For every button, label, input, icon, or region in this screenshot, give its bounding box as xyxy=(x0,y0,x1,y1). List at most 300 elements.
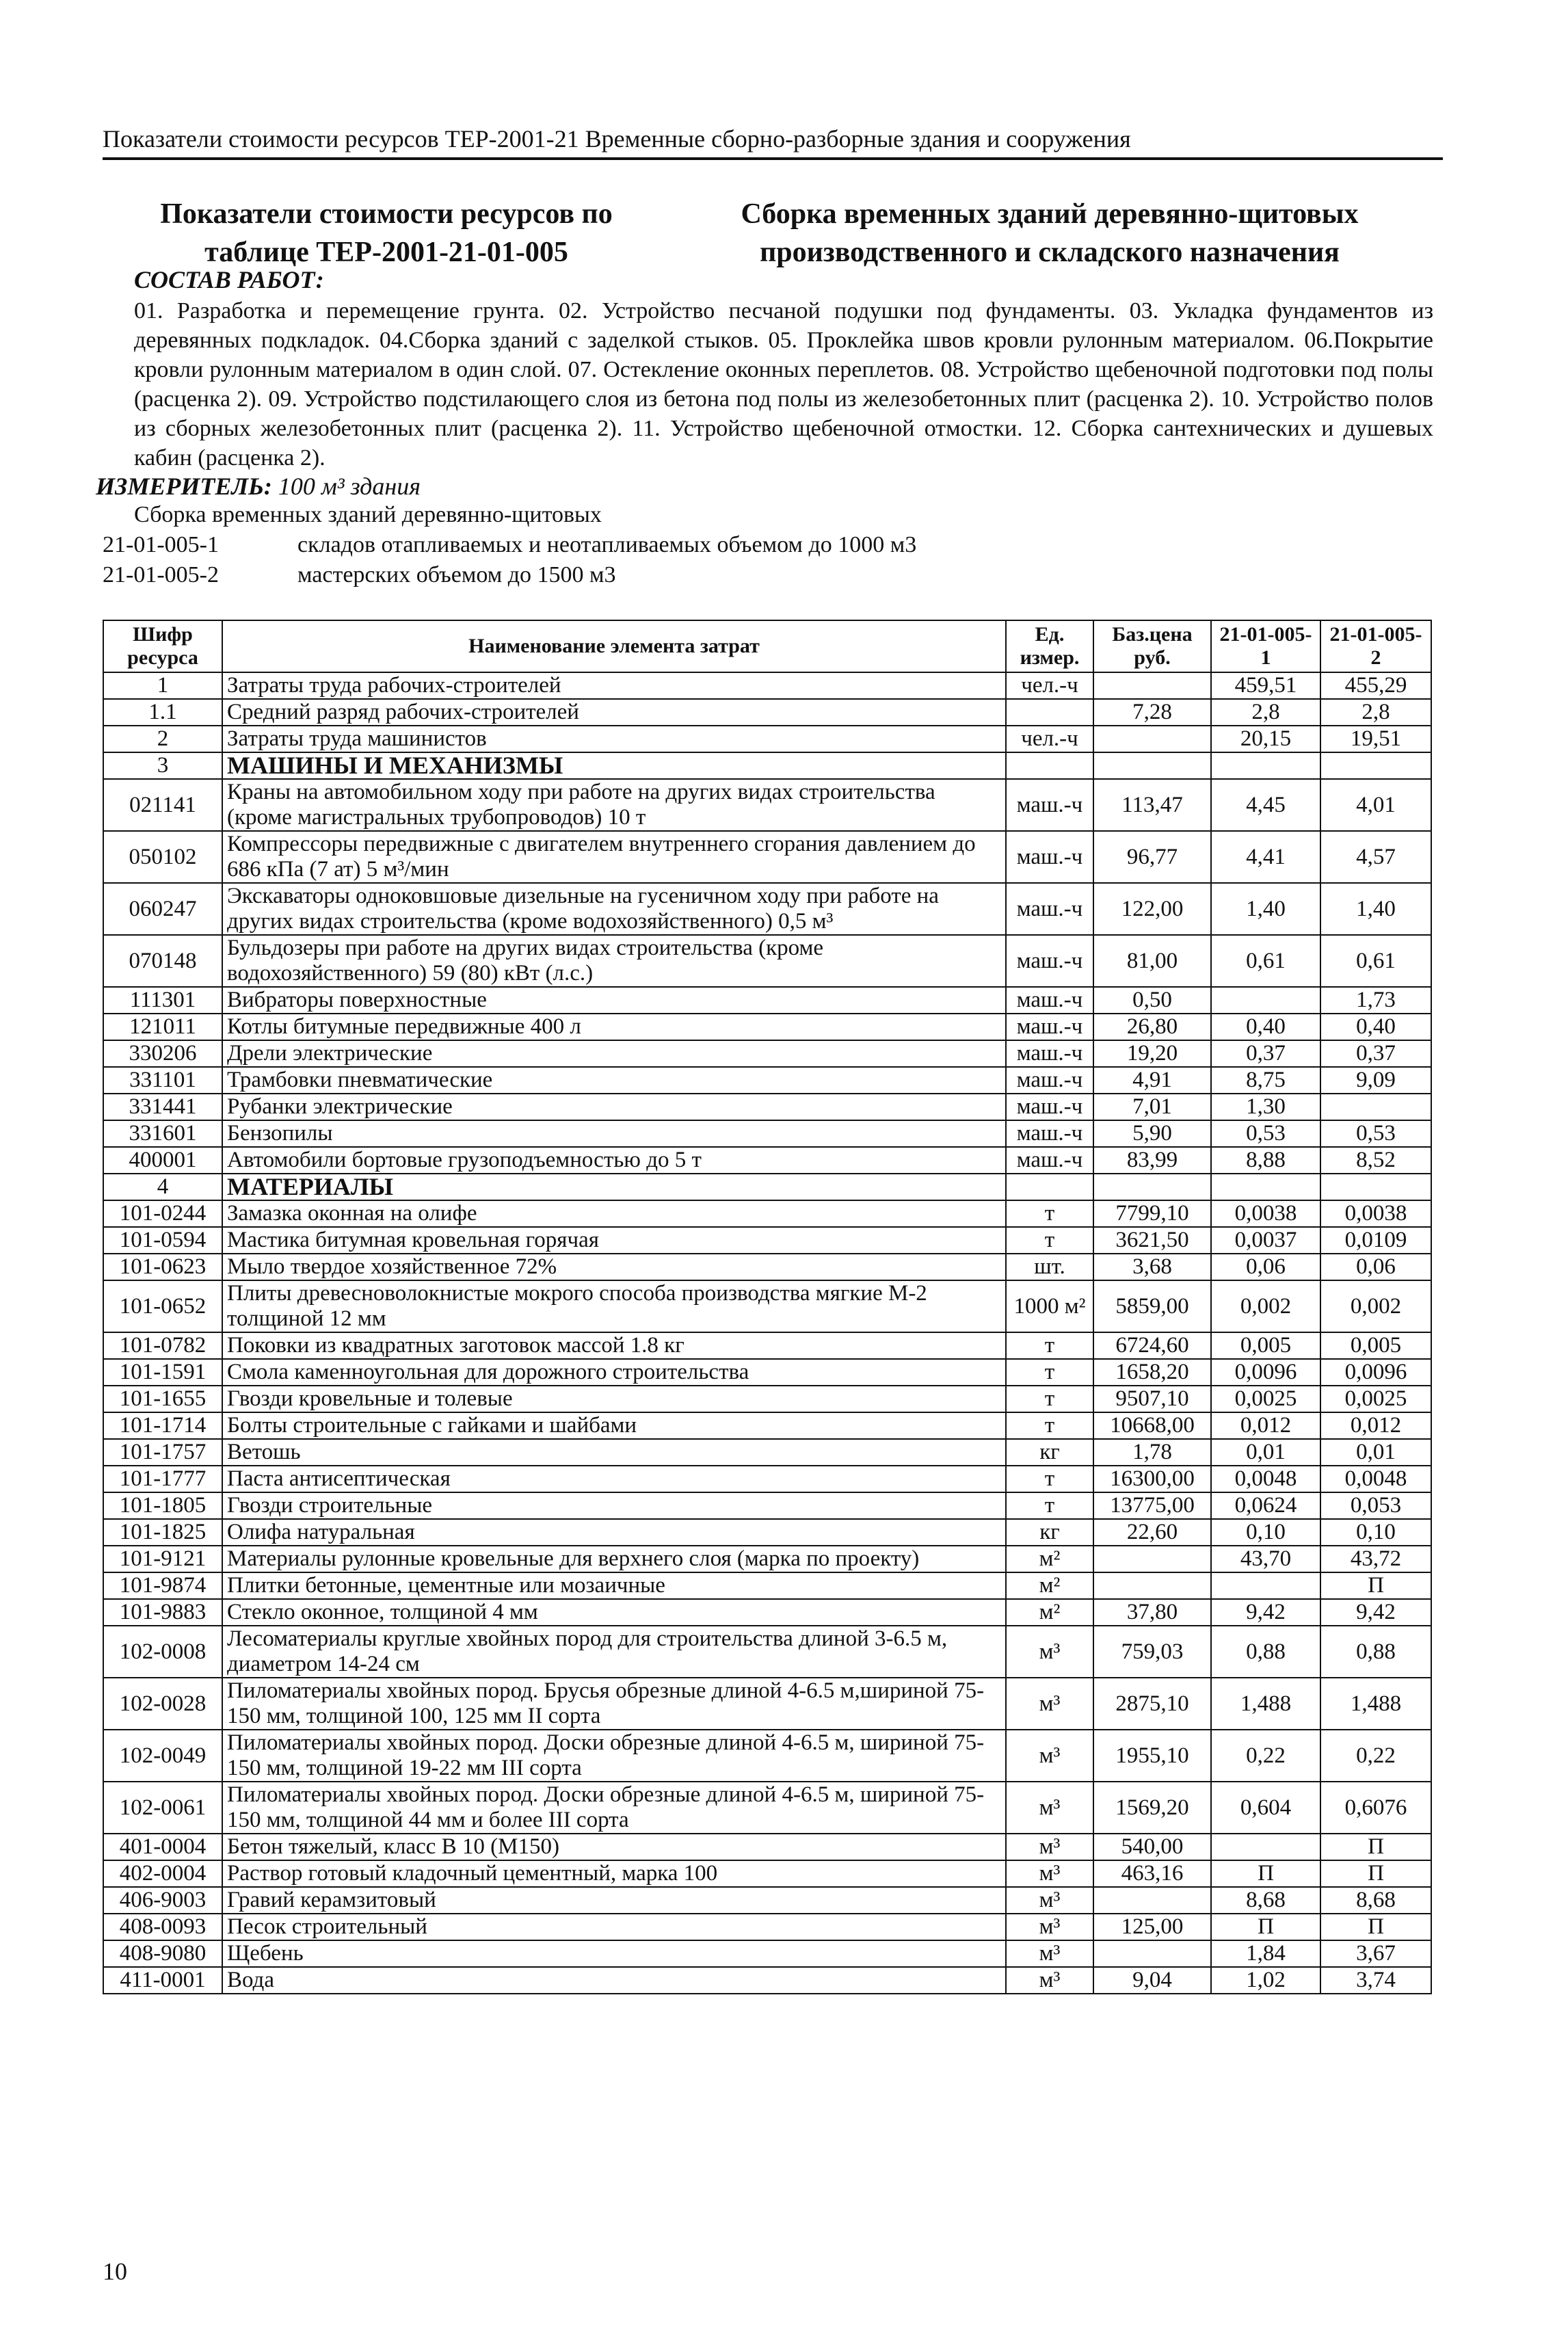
cell-name: Гвозди строительные xyxy=(222,1492,1006,1519)
cell-rate-1: 1,30 xyxy=(1211,1094,1320,1120)
table-row xyxy=(103,1730,1431,1782)
table-row xyxy=(103,935,1431,987)
cell-unit: маш.-ч xyxy=(1006,1040,1093,1067)
cell-name: Гравий керамзитовый xyxy=(222,1887,1006,1914)
cell-name: Затраты труда машинистов xyxy=(222,726,1006,752)
table-row xyxy=(103,1332,1431,1359)
cell-name: Песок строительный xyxy=(222,1914,1006,1940)
cell-unit: м² xyxy=(1006,1546,1093,1572)
cell-name: Мыло твердое хозяйственное 72% xyxy=(222,1254,1006,1280)
cell-code: 101-0244 xyxy=(103,1200,222,1227)
cell-rate-2: 0,10 xyxy=(1320,1519,1431,1546)
table-section-row xyxy=(103,752,1431,779)
cell-price: 122,00 xyxy=(1093,883,1211,935)
table-row xyxy=(103,1782,1431,1834)
cell-price xyxy=(1093,1174,1211,1200)
table-row xyxy=(103,1519,1431,1546)
cell-unit: м³ xyxy=(1006,1782,1093,1834)
cell-rate-1: 0,0038 xyxy=(1211,1200,1320,1227)
cell-rate-2: 0,40 xyxy=(1320,1014,1431,1040)
cell-name: Ветошь xyxy=(222,1439,1006,1466)
header-rule xyxy=(103,157,1443,160)
cell-unit: маш.-ч xyxy=(1006,1147,1093,1174)
cell-code: 050102 xyxy=(103,831,222,883)
cell-price xyxy=(1093,1940,1211,1967)
table-row xyxy=(103,1067,1431,1094)
cell-rate-1: 0,01 xyxy=(1211,1439,1320,1466)
cell-rate-2: 0,012 xyxy=(1320,1412,1431,1439)
cell-code: 101-1825 xyxy=(103,1519,222,1546)
cell-name: Щебень xyxy=(222,1940,1006,1967)
cell-rate-1: 1,488 xyxy=(1211,1678,1320,1730)
cell-rate-1 xyxy=(1211,1174,1320,1200)
cell-unit: м³ xyxy=(1006,1967,1093,1994)
table-row xyxy=(103,1227,1431,1254)
cell-rate-1: 1,02 xyxy=(1211,1967,1320,1994)
cell-price: 9507,10 xyxy=(1093,1386,1211,1412)
cell-price: 1658,20 xyxy=(1093,1359,1211,1386)
cell-unit: т xyxy=(1006,1412,1093,1439)
cell-unit: маш.-ч xyxy=(1006,779,1093,831)
table-row xyxy=(103,1439,1431,1466)
cell-rate-2: 0,6076 xyxy=(1320,1782,1431,1834)
resource-cost-table xyxy=(103,620,1432,1994)
cell-unit: т xyxy=(1006,1227,1093,1254)
cell-rate-1: 0,002 xyxy=(1211,1280,1320,1332)
rate-description: мастерских объемом до 1500 м3 xyxy=(297,562,616,587)
cell-rate-1: 0,0624 xyxy=(1211,1492,1320,1519)
table-row xyxy=(103,987,1431,1014)
cell-code: 331601 xyxy=(103,1120,222,1147)
table-row xyxy=(103,1254,1431,1280)
cell-rate-1 xyxy=(1211,987,1320,1014)
cell-code: 101-9121 xyxy=(103,1546,222,1572)
cell-unit: чел.-ч xyxy=(1006,726,1093,752)
table-row xyxy=(103,1359,1431,1386)
document-subtitle: Сборка временных зданий деревянно-щитовых производственного и складского назначения xyxy=(741,198,1359,268)
cell-name: Смола каменноугольная для дорожного строительства xyxy=(222,1359,1006,1386)
cell-price: 9,04 xyxy=(1093,1967,1211,1994)
cell-code: 101-1655 xyxy=(103,1386,222,1412)
cell-rate-1: 8,88 xyxy=(1211,1147,1320,1174)
cell-name: МАШИНЫ И МЕХАНИЗМЫ xyxy=(222,752,1006,779)
cell-name: Плиты древесноволокнистые мокрого способа производства мягкие М-2 толщиной 12 мм xyxy=(222,1280,1006,1332)
cell-rate-1: 0,012 xyxy=(1211,1412,1320,1439)
cell-name: Краны на автомобильном ходу при работе на других видах строительства (кроме магистральных трубопроводов) 10 т xyxy=(222,779,1006,831)
cell-code: 101-0594 xyxy=(103,1227,222,1254)
cell-code: 401-0004 xyxy=(103,1834,222,1860)
cell-rate-2: 0,0109 xyxy=(1320,1227,1431,1254)
cell-rate-2: 0,0048 xyxy=(1320,1466,1431,1492)
cell-name: Котлы битумные передвижные 400 л xyxy=(222,1014,1006,1040)
cell-unit: шт. xyxy=(1006,1254,1093,1280)
cell-name: Мастика битумная кровельная горячая xyxy=(222,1227,1006,1254)
cell-rate-2: 0,88 xyxy=(1320,1626,1431,1678)
cell-code: 121011 xyxy=(103,1014,222,1040)
cell-price xyxy=(1093,752,1211,779)
cell-rate-2 xyxy=(1320,1174,1431,1200)
rate-description: складов отапливаемых и неотапливаемых объемом до 1000 м3 xyxy=(297,532,917,557)
cell-price: 7799,10 xyxy=(1093,1200,1211,1227)
cell-unit: чел.-ч xyxy=(1006,672,1093,699)
table-row xyxy=(103,1280,1431,1332)
header-name: Наименование элемента затрат xyxy=(222,620,1006,672)
cell-name: Материалы рулонные кровельные для верхнего слоя (марка по проекту) xyxy=(222,1546,1006,1572)
cell-price: 22,60 xyxy=(1093,1519,1211,1546)
running-head: Показатели стоимости ресурсов ТЕР-2001-21 Временные сборно-разборные здания и сооружения xyxy=(103,125,1131,153)
cell-code: 101-1757 xyxy=(103,1439,222,1466)
cell-rate-2: 0,53 xyxy=(1320,1120,1431,1147)
cell-rate-2: 43,72 xyxy=(1320,1546,1431,1572)
cell-price: 16300,00 xyxy=(1093,1466,1211,1492)
cell-rate-2: 0,01 xyxy=(1320,1439,1431,1466)
cell-rate-2: 9,09 xyxy=(1320,1067,1431,1094)
cell-code: 101-9883 xyxy=(103,1599,222,1626)
cell-rate-2: 3,74 xyxy=(1320,1967,1431,1994)
cell-name: Пиломатериалы хвойных пород. Брусья обрезные длиной 4-6.5 м,шириной 75-150 мм, толщиной 100, 125 мм II сорта xyxy=(222,1678,1006,1730)
document-title: Показатели стоимости ресурсов по таблице ТЕР-2001-21-01-005 xyxy=(160,198,613,268)
cell-name: Бульдозеры при работе на других видах строительства (кроме водохозяйственного) 59 (80) кВт (л.с.) xyxy=(222,935,1006,987)
cell-code: 102-0028 xyxy=(103,1678,222,1730)
table-row xyxy=(103,699,1431,726)
cell-code: 1 xyxy=(103,672,222,699)
rate-code: 21-01-005-1 xyxy=(103,532,219,557)
cell-name: Пиломатериалы хвойных пород. Доски обрезные длиной 4-6.5 м, шириной 75-150 мм, толщиной 44 мм и более III сорта xyxy=(222,1782,1006,1834)
table-row xyxy=(103,1200,1431,1227)
meter-value: 100 м³ здания xyxy=(278,473,421,500)
cell-name: Средний разряд рабочих-строителей xyxy=(222,699,1006,726)
cell-code: 101-1777 xyxy=(103,1466,222,1492)
cell-name: Болты строительные с гайками и шайбами xyxy=(222,1412,1006,1439)
rate-code-row xyxy=(103,532,916,558)
cell-name: Олифа натуральная xyxy=(222,1519,1006,1546)
header-code: Шифр ресурса xyxy=(103,620,222,672)
cell-rate-2 xyxy=(1320,752,1431,779)
cell-rate-1 xyxy=(1211,1572,1320,1599)
cell-price: 1,78 xyxy=(1093,1439,1211,1466)
cell-unit: т xyxy=(1006,1359,1093,1386)
cell-rate-1: 0,0025 xyxy=(1211,1386,1320,1412)
cell-name: Вода xyxy=(222,1967,1006,1994)
table-row xyxy=(103,1492,1431,1519)
table-body xyxy=(103,672,1431,1994)
cell-name: Паста антисептическая xyxy=(222,1466,1006,1492)
cell-price: 7,01 xyxy=(1093,1094,1211,1120)
cell-code: 070148 xyxy=(103,935,222,987)
cell-code: 101-1591 xyxy=(103,1359,222,1386)
cell-unit: м³ xyxy=(1006,1940,1093,1967)
cell-price: 83,99 xyxy=(1093,1147,1211,1174)
meter-label: ИЗМЕРИТЕЛЬ: xyxy=(96,473,272,500)
cell-unit: м³ xyxy=(1006,1860,1093,1887)
header-rate-2: 21-01-005-2 xyxy=(1320,620,1431,672)
cell-code: 060247 xyxy=(103,883,222,935)
cell-rate-1: 8,75 xyxy=(1211,1067,1320,1094)
cell-rate-1: 459,51 xyxy=(1211,672,1320,699)
cell-rate-2: 0,06 xyxy=(1320,1254,1431,1280)
cell-code: 4 xyxy=(103,1174,222,1200)
cell-unit: маш.-ч xyxy=(1006,987,1093,1014)
cell-unit: маш.-ч xyxy=(1006,935,1093,987)
cell-rate-1: 9,42 xyxy=(1211,1599,1320,1626)
table-row xyxy=(103,1120,1431,1147)
cell-code: 101-9874 xyxy=(103,1572,222,1599)
cell-code: 331101 xyxy=(103,1067,222,1094)
cell-price: 113,47 xyxy=(1093,779,1211,831)
table-row xyxy=(103,1967,1431,1994)
cell-price: 2875,10 xyxy=(1093,1678,1211,1730)
cell-name: Гвозди кровельные и толевые xyxy=(222,1386,1006,1412)
cell-code: 402-0004 xyxy=(103,1860,222,1887)
cell-rate-2: 0,0038 xyxy=(1320,1200,1431,1227)
cell-code: 408-0093 xyxy=(103,1914,222,1940)
table-row xyxy=(103,1887,1431,1914)
cell-rate-2: 1,40 xyxy=(1320,883,1431,935)
cell-code: 101-0623 xyxy=(103,1254,222,1280)
header-rate-1: 21-01-005-1 xyxy=(1211,620,1320,672)
cell-rate-1: 0,53 xyxy=(1211,1120,1320,1147)
cell-rate-2: 0,053 xyxy=(1320,1492,1431,1519)
cell-price: 759,03 xyxy=(1093,1626,1211,1678)
cell-name: Экскаваторы одноковшовые дизельные на гусеничном ходу при работе на других видах строительства (кроме водохозяйственного) 0,5 м³ xyxy=(222,883,1006,935)
cell-rate-1: 4,41 xyxy=(1211,831,1320,883)
cell-rate-2: 0,61 xyxy=(1320,935,1431,987)
cell-price: 10668,00 xyxy=(1093,1412,1211,1439)
table-row xyxy=(103,672,1431,699)
cell-code: 400001 xyxy=(103,1147,222,1174)
cell-price xyxy=(1093,1546,1211,1572)
cell-code: 331441 xyxy=(103,1094,222,1120)
cell-unit: м³ xyxy=(1006,1914,1093,1940)
cell-rate-1: 1,40 xyxy=(1211,883,1320,935)
cell-price: 125,00 xyxy=(1093,1914,1211,1940)
table-row xyxy=(103,779,1431,831)
cell-name: Поковки из квадратных заготовок массой 1.8 кг xyxy=(222,1332,1006,1359)
cell-price: 3,68 xyxy=(1093,1254,1211,1280)
cell-rate-2: 0,005 xyxy=(1320,1332,1431,1359)
cell-rate-2: П xyxy=(1320,1834,1431,1860)
cell-rate-1: 20,15 xyxy=(1211,726,1320,752)
cell-price: 26,80 xyxy=(1093,1014,1211,1040)
table-row xyxy=(103,1599,1431,1626)
cell-unit: м³ xyxy=(1006,1887,1093,1914)
cell-code: 101-1805 xyxy=(103,1492,222,1519)
cell-code: 101-0782 xyxy=(103,1332,222,1359)
cell-price: 13775,00 xyxy=(1093,1492,1211,1519)
cell-price: 6724,60 xyxy=(1093,1332,1211,1359)
cell-name: Замазка оконная на олифе xyxy=(222,1200,1006,1227)
cell-rate-1: 4,45 xyxy=(1211,779,1320,831)
cell-price: 5,90 xyxy=(1093,1120,1211,1147)
cell-price xyxy=(1093,1887,1211,1914)
rate-code: 21-01-005-2 xyxy=(103,562,219,587)
cell-unit: маш.-ч xyxy=(1006,883,1093,935)
cell-name: Компрессоры передвижные с двигателем внутреннего сгорания давлением до 686 кПа (7 ат) 5 м³/мин xyxy=(222,831,1006,883)
cell-price: 37,80 xyxy=(1093,1599,1211,1626)
cell-rate-1: П xyxy=(1211,1914,1320,1940)
cell-name: Бетон тяжелый, класс В 10 (М150) xyxy=(222,1834,1006,1860)
cell-rate-2: 8,68 xyxy=(1320,1887,1431,1914)
cell-price: 1955,10 xyxy=(1093,1730,1211,1782)
table-row xyxy=(103,1572,1431,1599)
cell-unit: м² xyxy=(1006,1572,1093,1599)
table-row xyxy=(103,1678,1431,1730)
table-section-row xyxy=(103,1174,1431,1200)
cell-unit xyxy=(1006,752,1093,779)
cell-unit: маш.-ч xyxy=(1006,1120,1093,1147)
cell-name: Стекло оконное, толщиной 4 мм xyxy=(222,1599,1006,1626)
cell-rate-1: 0,0096 xyxy=(1211,1359,1320,1386)
cell-price xyxy=(1093,726,1211,752)
cell-code: 3 xyxy=(103,752,222,779)
table-row xyxy=(103,1466,1431,1492)
cell-rate-2: П xyxy=(1320,1572,1431,1599)
composition-label: СОСТАВ РАБОТ: xyxy=(134,266,324,293)
cell-name: Вибраторы поверхностные xyxy=(222,987,1006,1014)
cell-rate-2: 4,57 xyxy=(1320,831,1431,883)
cell-rate-1: 8,68 xyxy=(1211,1887,1320,1914)
cell-unit xyxy=(1006,1174,1093,1200)
cell-rate-1: 0,604 xyxy=(1211,1782,1320,1834)
table-row xyxy=(103,1914,1431,1940)
cell-rate-2: 0,37 xyxy=(1320,1040,1431,1067)
cell-unit: маш.-ч xyxy=(1006,831,1093,883)
cell-price: 81,00 xyxy=(1093,935,1211,987)
cell-rate-1: 0,0048 xyxy=(1211,1466,1320,1492)
cell-rate-1: 0,0037 xyxy=(1211,1227,1320,1254)
cell-price: 3621,50 xyxy=(1093,1227,1211,1254)
cell-rate-2: 3,67 xyxy=(1320,1940,1431,1967)
cell-code: 102-0008 xyxy=(103,1626,222,1678)
cell-code: 2 xyxy=(103,726,222,752)
cell-rate-2: 2,8 xyxy=(1320,699,1431,726)
cell-code: 101-1714 xyxy=(103,1412,222,1439)
cell-unit: т xyxy=(1006,1466,1093,1492)
table-row xyxy=(103,883,1431,935)
cell-price: 19,20 xyxy=(1093,1040,1211,1067)
cell-rate-1 xyxy=(1211,1834,1320,1860)
cell-code: 101-0652 xyxy=(103,1280,222,1332)
cell-rate-1: 0,22 xyxy=(1211,1730,1320,1782)
cell-rate-2: 0,0025 xyxy=(1320,1386,1431,1412)
meter-line xyxy=(96,472,421,501)
cell-code: 021141 xyxy=(103,779,222,831)
cell-code: 1.1 xyxy=(103,699,222,726)
cell-rate-2: 0,002 xyxy=(1320,1280,1431,1332)
cell-rate-2: 1,73 xyxy=(1320,987,1431,1014)
cell-rate-2: П xyxy=(1320,1914,1431,1940)
cell-price: 540,00 xyxy=(1093,1834,1211,1860)
cell-rate-1: 0,06 xyxy=(1211,1254,1320,1280)
cell-price: 1569,20 xyxy=(1093,1782,1211,1834)
cell-code: 330206 xyxy=(103,1040,222,1067)
cell-name: МАТЕРИАЛЫ xyxy=(222,1174,1006,1200)
cell-rate-1: П xyxy=(1211,1860,1320,1887)
header-unit: Ед. измер. xyxy=(1006,620,1093,672)
table-header-row xyxy=(103,620,1431,672)
cell-unit: м² xyxy=(1006,1599,1093,1626)
table-row xyxy=(103,726,1431,752)
cell-unit: маш.-ч xyxy=(1006,1067,1093,1094)
cell-code: 102-0061 xyxy=(103,1782,222,1834)
cell-rate-2: 0,22 xyxy=(1320,1730,1431,1782)
cell-rate-1: 43,70 xyxy=(1211,1546,1320,1572)
cell-unit: маш.-ч xyxy=(1006,1094,1093,1120)
cell-price: 0,50 xyxy=(1093,987,1211,1014)
cell-name: Трамбовки пневматические xyxy=(222,1067,1006,1094)
table-row xyxy=(103,1626,1431,1678)
table-row xyxy=(103,1147,1431,1174)
cell-rate-1: 0,40 xyxy=(1211,1014,1320,1040)
cell-rate-2: 19,51 xyxy=(1320,726,1431,752)
table-row xyxy=(103,1546,1431,1572)
cell-unit: кг xyxy=(1006,1439,1093,1466)
cell-rate-2: 455,29 xyxy=(1320,672,1431,699)
table-row xyxy=(103,1014,1431,1040)
cell-price: 463,16 xyxy=(1093,1860,1211,1887)
cell-unit: м³ xyxy=(1006,1730,1093,1782)
cell-price: 7,28 xyxy=(1093,699,1211,726)
cell-rate-1: 2,8 xyxy=(1211,699,1320,726)
cell-code: 406-9003 xyxy=(103,1887,222,1914)
composition-text: 01. Разработка и перемещение грунта. 02. Устройство песчаной подушки под фундаменты. 03. Укладка фундаментов из деревянных подкладок. 04.Сборка зданий с заделкой стыков. 05. Проклейка швов кровли рулонным материалом. 06.Покрытие кровли рулонным материалом в один слой. 07. Остекление оконных переплетов. 08. Устройство щебеночной подготовки под полы (расценка 2). 09. Устройство подстилающего слоя из бетона под полы из железобетонных плит (расценка 2). 10. Устройство полов из сборных железобетонных плит (расценка 2). 11. Устройство щебеночной отмостки. 12. Сборка сантехнических и душевых кабин (расценка 2). xyxy=(134,298,1433,471)
cell-unit: маш.-ч xyxy=(1006,1014,1093,1040)
cell-rate-2 xyxy=(1320,1094,1431,1120)
cell-name: Автомобили бортовые грузоподъемностью до 5 т xyxy=(222,1147,1006,1174)
page-number: 10 xyxy=(103,2258,127,2285)
cell-price: 5859,00 xyxy=(1093,1280,1211,1332)
cell-unit: м³ xyxy=(1006,1626,1093,1678)
cell-unit: м³ xyxy=(1006,1678,1093,1730)
table-row xyxy=(103,1386,1431,1412)
cell-name: Бензопилы xyxy=(222,1120,1006,1147)
cell-rate-2: 4,01 xyxy=(1320,779,1431,831)
cell-rate-1: 1,84 xyxy=(1211,1940,1320,1967)
cell-rate-1: 0,88 xyxy=(1211,1626,1320,1678)
cell-name: Дрели электрические xyxy=(222,1040,1006,1067)
cell-code: 411-0001 xyxy=(103,1967,222,1994)
cell-rate-2: 0,0096 xyxy=(1320,1359,1431,1386)
cell-rate-2: 9,42 xyxy=(1320,1599,1431,1626)
cell-unit: 1000 м² xyxy=(1006,1280,1093,1332)
cell-unit: м³ xyxy=(1006,1834,1093,1860)
cell-rate-2: 8,52 xyxy=(1320,1147,1431,1174)
cell-code: 408-9080 xyxy=(103,1940,222,1967)
table-row xyxy=(103,1940,1431,1967)
cell-name: Рубанки электрические xyxy=(222,1094,1006,1120)
cell-rate-2: П xyxy=(1320,1860,1431,1887)
group-title: Сборка временных зданий деревянно-щитовых xyxy=(134,502,602,527)
table-row xyxy=(103,831,1431,883)
cell-unit: т xyxy=(1006,1386,1093,1412)
cell-code: 102-0049 xyxy=(103,1730,222,1782)
cell-price xyxy=(1093,1572,1211,1599)
cell-rate-1 xyxy=(1211,752,1320,779)
cell-rate-1: 0,005 xyxy=(1211,1332,1320,1359)
cell-rate-1: 0,10 xyxy=(1211,1519,1320,1546)
cell-unit: т xyxy=(1006,1200,1093,1227)
cell-name: Затраты труда рабочих-строителей xyxy=(222,672,1006,699)
cell-unit: т xyxy=(1006,1492,1093,1519)
cell-rate-1: 0,61 xyxy=(1211,935,1320,987)
cell-rate-1: 0,37 xyxy=(1211,1040,1320,1067)
table-row xyxy=(103,1834,1431,1860)
cell-unit: кг xyxy=(1006,1519,1093,1546)
cell-unit: т xyxy=(1006,1332,1093,1359)
cell-rate-2: 1,488 xyxy=(1320,1678,1431,1730)
cell-name: Пиломатериалы хвойных пород. Доски обрезные длиной 4-6.5 м, шириной 75-150 мм, толщиной 19-22 мм III сорта xyxy=(222,1730,1006,1782)
table-row xyxy=(103,1412,1431,1439)
